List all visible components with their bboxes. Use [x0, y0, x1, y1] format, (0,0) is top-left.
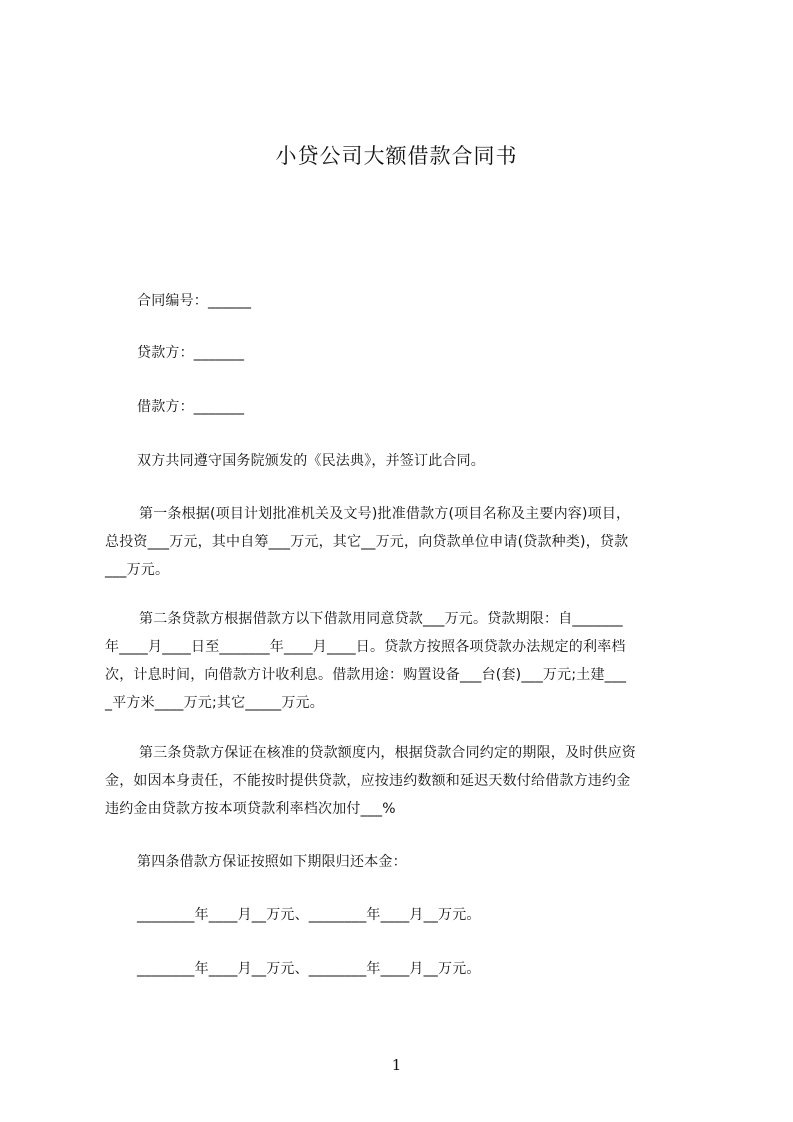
article-2-line: _平方米____万元;其它_____万元。	[105, 695, 324, 711]
article-3-line: 违约金由贷款方按本项贷款利率档次加付___%	[105, 801, 396, 817]
article-1-line: 总投资___万元，其中自筹___万元，其它__万元，向贷款单位申请(贷款种类)，贷款	[105, 534, 629, 550]
article-2-line: 第二条贷款方根据借款方以下借款用同意贷款___万元。贷款期限：自_______	[139, 611, 623, 627]
article-3-line: 第三条贷款方保证在核准的贷款额度内，根据贷款合同约定的期限，及时供应资	[139, 745, 636, 761]
contract-number-field: 合同编号：______	[137, 293, 252, 309]
repayment-schedule-line: ________年____月__万元、________年____月__万元。	[137, 907, 481, 923]
repayment-schedule-line: ________年____月__万元、________年____月__万元。	[137, 961, 481, 977]
article-2-line: 次，计息时间，向借款方计收利息。借款用途：购置设备___台(套)___万元;土建___	[105, 667, 627, 683]
article-4-heading: 第四条借款方保证按照如下期限归还本金：	[137, 854, 407, 870]
article-1-paragraph	[105, 500, 703, 584]
article-3-line: 金，如因本身责任，不能按时提供贷款，应按违约数额和延迟天数付给借款方违约金	[105, 773, 631, 789]
borrower-field: 借款方：_______	[137, 399, 245, 415]
article-3-paragraph	[105, 739, 703, 823]
article-1-line: ___万元。	[105, 562, 170, 578]
article-2-line: 年____月____日至_______年____月____日。贷款方按照各项贷款办法规定的利率档	[105, 639, 626, 655]
lender-field: 贷款方：_______	[137, 345, 245, 361]
preamble-paragraph: 双方共同遵守国务院颁发的《民法典》，并签订此合同。	[137, 453, 485, 469]
article-1-line: 第一条根据(项目计划批准机关及文号)批准借款方(项目名称及主要内容)项目，	[139, 506, 631, 522]
document-title: 小贷公司大额借款合同书	[275, 144, 518, 168]
article-2-paragraph	[105, 605, 703, 717]
page-number: 1	[391, 1056, 402, 1074]
